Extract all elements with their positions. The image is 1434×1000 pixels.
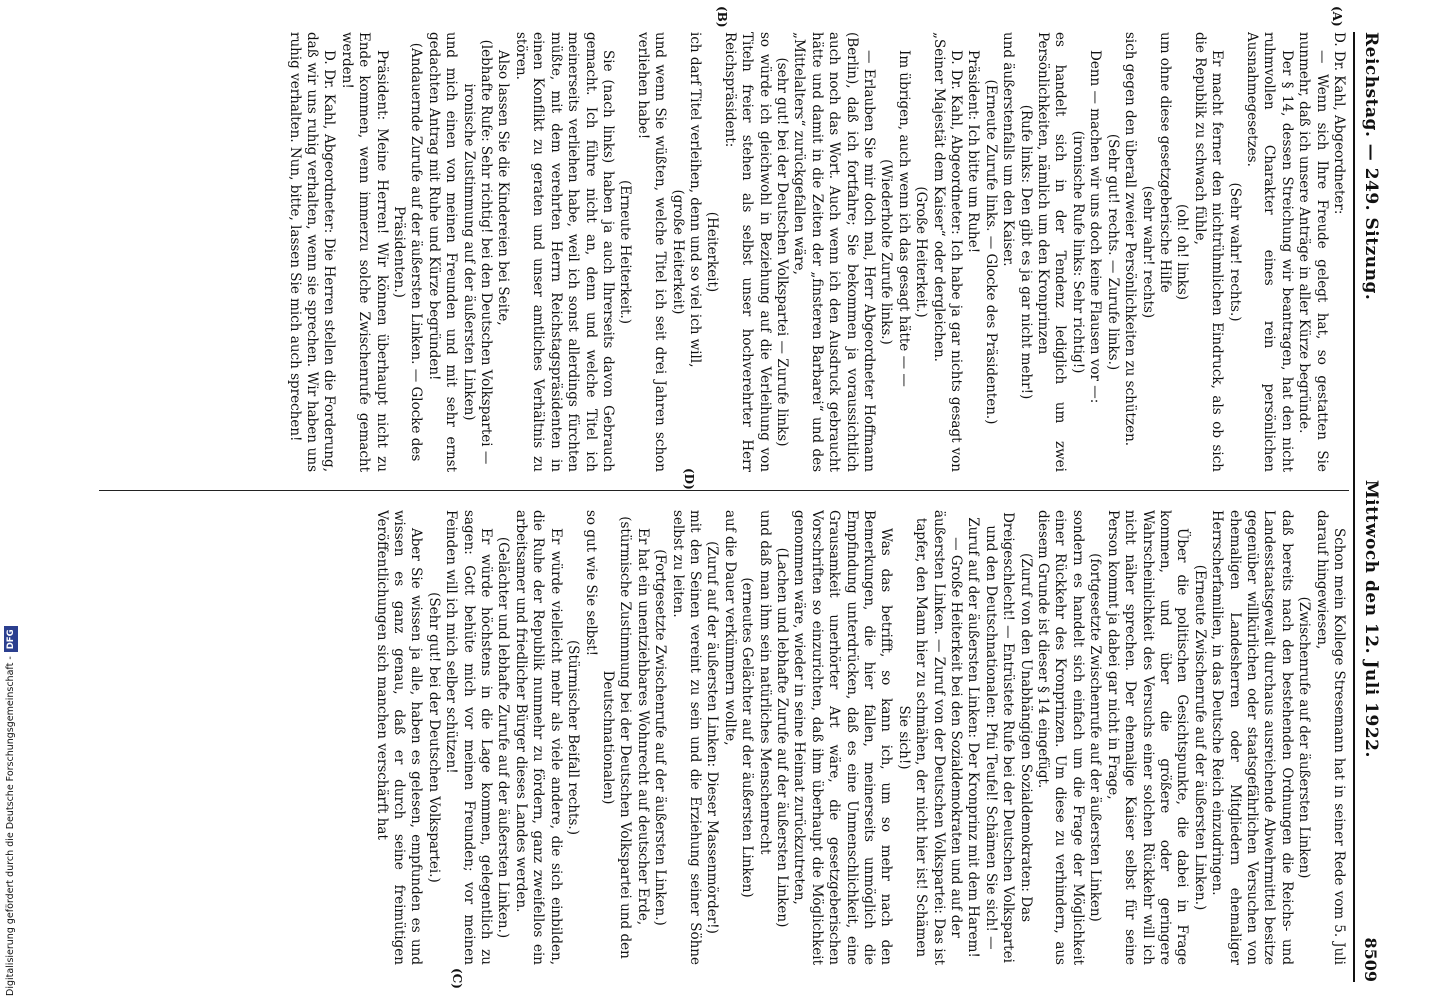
left_column-paragraph: — Erlauben Sie mir doch mal, Herr Abgeordneter Hoffmann (Berlin), daß ich fortfahre; Sie bekommen ja voraussichtlich auch noch das Wort. Auch wenn ich den Ausdruck gebraucht hätte und damit in die Zeiten der „finsteren Barbarei“ und des „Mittelalters“ zurückgefallen wäre, bbox=[791, 32, 878, 472]
left_column-paragraph: so würde ich gleichwohl in Beziehung auf die Verleihung von Titeln freier stehen als selbst unser hochverehrter Herr Reichspräsident: bbox=[721, 32, 773, 472]
left_column-paragraph: D. Dr. Kahl, Abgeordneter: Ich habe ja gar nichts gesagt von „Seiner Majestät dem Kaiser“ oder dergleichen. bbox=[930, 32, 965, 472]
left_column-paragraph: (Erneute Heiterkeit.) bbox=[617, 179, 634, 325]
left_column-paragraph: Also lassen Sie die Kindereien bei Seite, bbox=[495, 50, 512, 326]
left_column-paragraph: Präsident: Ich bitte um Ruhe! bbox=[965, 50, 982, 254]
left_column-paragraph: und mich einen von meinen Freunden und mit sehr ernst gedachten Antrag mit Ruhe und Kürze begründen! bbox=[425, 32, 460, 472]
left_column-paragraph: (sehr gut! bei der Deutschen Volkspartei — Zurufe links) bbox=[774, 57, 790, 447]
right_column-paragraph: Über die politischen Gesichtspunkte, die dabei in Frage kommen, und über die größere oder geringere Wahrscheinlichkeit des Versuchs einer solchen Rückkehr will ich nicht näher sprechen. Der ehemalige Kaiser selbst für seine Person kommt ja dabei gar nicht in Frage, bbox=[1104, 510, 1191, 965]
margin-mark-a: (A) bbox=[1330, 6, 1344, 27]
footer-text bbox=[4, 606, 18, 996]
dfg-logo: DFG bbox=[4, 626, 18, 652]
left_column-paragraph: und wenn Sie wüßten, welche Titel ich seit drei Jahren schon verliehen habe! bbox=[634, 32, 669, 472]
left_column-paragraph: (ironische Rufe links: Sehr richtig!) bbox=[1069, 130, 1086, 374]
right_column-paragraph: so gut wie Sie selbst! bbox=[582, 510, 599, 657]
left_column-paragraph: (Sehr wahr! rechts.) bbox=[1226, 182, 1243, 322]
right_column-paragraph: auf die Dauer verkümmern wollte, bbox=[721, 510, 738, 746]
right_column-paragraph: (Zwischenrufe auf der äußersten Linken) bbox=[1296, 596, 1313, 879]
left_column-paragraph: (Erneute Zurufe links. — Glocke des Präsidenten.) bbox=[982, 79, 999, 425]
right_column-paragraph: sondern es handelt sich einfach um die Frage der Möglichkeit einer Rückkehr des Kronprinzen. Um diese zu verhindern, aus diesem Grunde ist dieser § 14 eingefügt. bbox=[1035, 510, 1086, 965]
left_column-paragraph: Der § 14, dessen Streichung wir beantragen, hat den nicht ruhmvollen Charakter eines rein persönlichen Ausnahmegesetzes. bbox=[1243, 32, 1295, 472]
left_column-paragraph: — Wenn sich Ihre Freude gelegt hat, so gestatten Sie nunmehr, daß ich unsere Anträge in aller Kürze begründe. bbox=[1296, 32, 1330, 472]
right_column-paragraph: Er würde vielleicht mehr als viele andere, die sich einbilden, die Ruhe der Republik nunmehr zu fördern, ganz zweifellos ein arbeitsamer und friedlicher Bürger dieses Landes werden. bbox=[512, 510, 564, 965]
right_column-paragraph: (Erneute Zwischenrufe auf der äußersten Linken.) bbox=[1191, 564, 1208, 911]
left_column-paragraph: (sehr wahr! rechts) bbox=[1139, 185, 1156, 319]
left_column-paragraph: und äußerstenfalls um den Kaiser. bbox=[1000, 32, 1017, 267]
page-header bbox=[1353, 32, 1385, 982]
right_column-paragraph: (Stürmischer Beifall rechts.) bbox=[565, 640, 582, 835]
right_column-paragraph: (Zuruf von den Unabhängigen Sozialdemokraten: Das Dreigeschlecht! — Entrüstete Rufe bei der Deutschen Volkspartei und den Deutschnationalen: Pfui Teufel! Schämen Sie sich! — Zuruf auf der äußersten Linken: Der Kronprinz mit dem Harem! — Große Heiterkeit bei den Sozialdemokraten und auf der äußersten Linken. — Zuruf von der Deutschen Volkspartei: Das ist tapfer, den Mann hier zu schmähen, der nicht hier ist! Schämen Sie sich!) bbox=[895, 510, 1034, 965]
left_column-paragraph: um ohne diese gesetzgeberische Hilfe bbox=[1156, 32, 1173, 293]
left_column-paragraph: sich gegen den überall zweier Persönlichkeiten zu schützen. bbox=[1122, 32, 1139, 447]
right_column-paragraph: Er hat ein unentziehbares Wohnrecht auf deutscher Erde, bbox=[634, 528, 651, 926]
margin-mark-d: (D) bbox=[682, 468, 696, 490]
right_column-paragraph: (erneutes Gelächter auf der äußersten Linken) bbox=[739, 577, 756, 898]
left_column-paragraph: (Heiterkeit) bbox=[704, 211, 721, 293]
right_column-paragraph: (Gelächter und lebhafte Zurufe auf der äußersten Linken.) bbox=[495, 536, 512, 939]
right_column-paragraph: Was das betrifft, so kann ich, um so mehr nach den Bemerkungen, die hier fallen, meinerseits unmöglich die Empfindung unterdrücken, daß es eine Unmenschlichkeit, eine Grausamkeit unerhörter Art wäre, die gesetzgeberischen Vorschriften so einzurichten, daß ihm überhaupt die Möglichkeit genommen wäre, wieder in seine Heimat zurückzutreten, bbox=[791, 510, 895, 965]
left_column-paragraph: (Große Heiterkeit.) bbox=[913, 186, 930, 318]
right_column-paragraph: Er würde höchstens in die Lage kommen, gelegentlich zu sagen: Gott behüte mich vor meinen Freunden; vor meinen Feinden will ich mich selber schützen! bbox=[443, 510, 495, 965]
right_column-paragraph: Aber Sie wissen ja alle, haben es gelesen, empfunden es und wissen es ganz genau, daß er durch seine freimütigen Veröffentlichungen sich manchen verschärft hat bbox=[373, 510, 425, 965]
right_column-paragraph: und daß man ihm sein natürliches Menschenrecht bbox=[756, 510, 773, 855]
left_column-paragraph: (Rufe links: Den gibt es ja gar nicht mehr!) bbox=[1017, 104, 1034, 400]
right_column-paragraph: (stürmische Zustimmung bei der Deutschen Volkspartei und den Deutschnationalen) bbox=[599, 516, 634, 959]
page-number: 8509 bbox=[1360, 937, 1380, 982]
footer bbox=[2, 608, 16, 998]
left_column-paragraph: Er macht ferner den nichtrühmlichen Eindruck, als ob sich die Republik zu schwach fühle, bbox=[1191, 32, 1226, 472]
right_column-paragraph: (Zuruf auf der äußersten Linken: Dieser Massenmörder!) bbox=[704, 541, 721, 934]
left_column-paragraph: (lebhafte Rufe: Sehr richtig! bei den Deutschen Volkspartei — ironische Zustimmung auf der äußersten Linken) bbox=[460, 39, 495, 465]
margin-mark-b: (B) bbox=[715, 6, 729, 28]
left_column-paragraph: (oh! oh! links) bbox=[1174, 203, 1191, 301]
right_column-paragraph: daß bereits nach den bestehenden Ordnungen die Reichs- und Landesstaatsgewalt durchaus ausreichende Abwehrmittel besitze gegenüber willkürlichen oder staatsgefährlichen Versuchen von ehemaligen Landesherren oder Mitgliedern ehemaliger Herrscherfamilien, in das Deutsche Reich einzudringen. bbox=[1209, 510, 1295, 965]
funding-note: Digitalisierung gefördert durch die Deutsche Forschungsgemeinschaft - bbox=[5, 656, 16, 996]
right_column-paragraph: (fortgesetzte Zwischenrufe auf der äußersten Linken) bbox=[1087, 553, 1104, 922]
right_column-paragraph: (Fortgesetzte Zwischenrufe auf der äußersten Linken.) bbox=[652, 549, 669, 926]
left_column-paragraph: Im übrigen, auch wenn ich das gesagt hätte — — bbox=[895, 50, 912, 387]
left_column-paragraph: D. Dr. Kahl, Abgeordneter: bbox=[1331, 32, 1347, 215]
left-column bbox=[97, 32, 1347, 472]
left_column-paragraph: D. Dr. Kahl, Abgeordneter: Die Herren stellen die Forderung, daß wir uns ruhig verhalten, wenn sie sprechen. Wir haben uns ruhig verhalten. Nun, bitte, lassen Sie mich auch sprechen! bbox=[286, 32, 338, 472]
left_column-paragraph: Denn — machen wir uns doch keine Flausen vor —: bbox=[1087, 50, 1104, 404]
margin-mark-c: (C) bbox=[450, 968, 464, 989]
left_column-paragraph: Präsident: Meine Herren! Wir können überhaupt nicht zu Ende kommen, wenn immerzu solche Zwischenrufe gemacht werden! bbox=[338, 32, 390, 472]
rotated-page-content bbox=[85, 0, 1395, 1000]
header-center: Mittwoch den 12. Juli 1922. bbox=[1360, 479, 1381, 758]
left_column-paragraph: (Andauernde Zurufe auf der äußersten Linken. — Glocke des Präsidenten.) bbox=[391, 42, 425, 462]
left_column-paragraph: ich darf Titel verleihen, denn und so viel ich will, bbox=[686, 32, 703, 368]
left_column-paragraph: (Sehr gut! rechts. — Zurufe links.) bbox=[1104, 133, 1121, 371]
header-left: Reichstag. — 249. Sitzung. bbox=[1360, 32, 1381, 301]
left_column-paragraph: es handelt sich in der Tendenz lediglich um zwei Persönlichkeiten, nämlich um den Kronprinzen bbox=[1035, 32, 1069, 472]
right-column bbox=[97, 510, 1347, 965]
left_column-paragraph: (große Heiterkeit) bbox=[669, 189, 686, 315]
right_column-paragraph: (Lachen und lebhafte Zurufe auf der äußersten Linken) bbox=[774, 547, 790, 928]
right_column-paragraph: Schon mein Kollege Stresemann hat in seiner Rede vom 5. Juli darauf hingewiesen, bbox=[1313, 510, 1347, 965]
left_column-paragraph: (Wiederholte Zurufe links.) bbox=[878, 159, 895, 345]
column-divider bbox=[99, 490, 1349, 491]
right_column-paragraph: (Sehr gut! bei der Deutschen Volkspartei.) bbox=[425, 592, 442, 883]
right_column-paragraph: mit den Seinen vereint zu sein und die Erziehung seiner Söhne selbst zu leiten. bbox=[669, 510, 703, 965]
left_column-paragraph: Sie (nach links) haben ja auch Ihrerseits davon Gebrauch gemacht. Ich führe nicht an, denn und welche Titel ich meinerseits verliehen habe, weil ich sonst allerdings fürchten müßte, mit dem verehrten Herrn Reichstagspräsidenten in einen Konflikt zu geraten und unser amtliches Verhältnis zu stören. bbox=[512, 32, 616, 472]
